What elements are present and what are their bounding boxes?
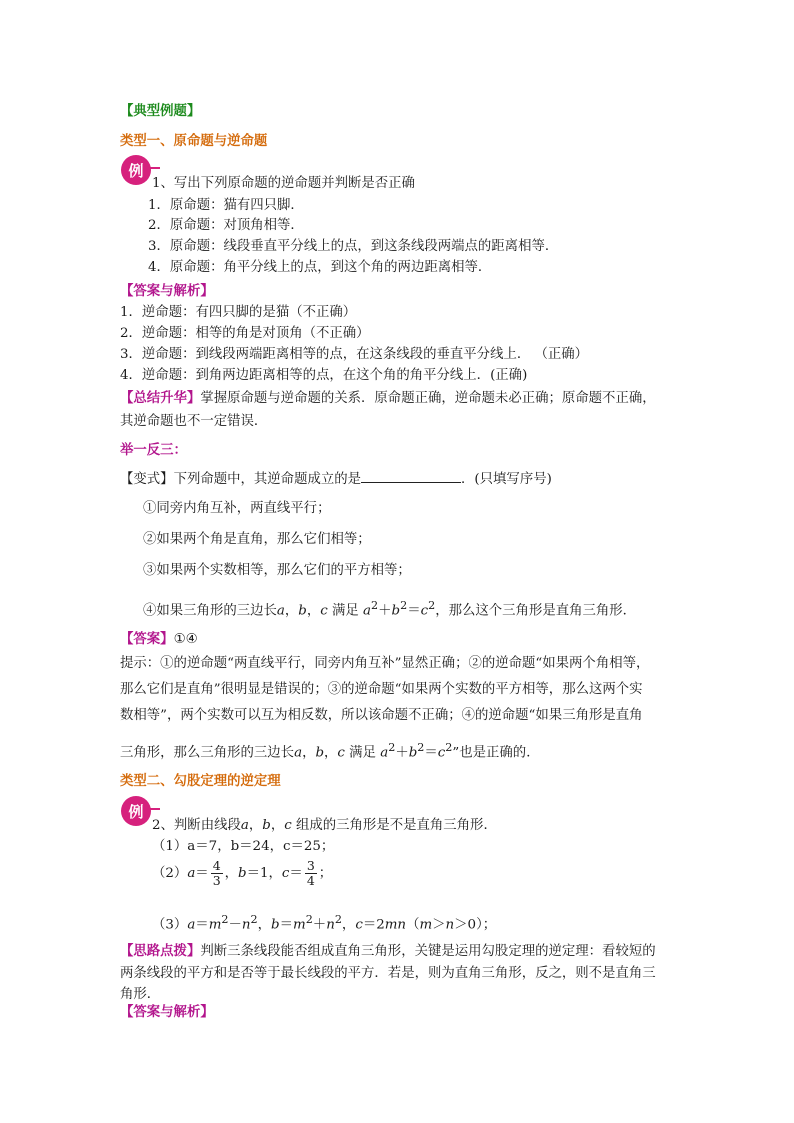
type2-item-3: $(3)a=m^2-n^2$，$b=m^2+n^2$，c＝2mn（m＞n＞0）； bbox=[152, 913, 497, 933]
option-3: ③如果两个实数相等，那么它们的平方相等； bbox=[143, 563, 411, 578]
type1-title: 类型一、原命题与逆命题 bbox=[120, 134, 268, 149]
type2-item-1: （1）a＝7，b＝24，c＝25； bbox=[152, 839, 335, 854]
practice-hint-2: 那么它们是直角”很明显是错误的；③的逆命题“如果两个实数的平方相等，那么这两个实 bbox=[120, 682, 643, 697]
type2-hint-line3: 角形． bbox=[120, 987, 161, 1002]
practice-hint-1: 提示：①的逆命题“两直线平行，同旁内角互补”显然正确；②的逆命题“如果两个角相等， bbox=[120, 656, 650, 671]
practice-hint-4: 三角形，那么三角形的三边长a，b，c 满足 $a^2+b^2=c^2$”也是正确的． bbox=[120, 741, 540, 761]
practice-hint-4-pre: 三角形，那么三角形的三边长 bbox=[120, 745, 295, 761]
type2-hint-line2: 两条线段的平方和是否等于最长线段的平方．若是，则为直角三角形，反之，则不是直角三 bbox=[120, 966, 656, 981]
fraction-3-4: $\frac{3}{4}$ bbox=[306, 858, 315, 888]
type1-item-4: 4．原命题：角平分线上的点，到这个角的两边距离相等． bbox=[148, 260, 492, 275]
type2-hint-text: 判断三条线段能否组成直角三角形，关键是运用勾股定理的逆定理：看较短的 bbox=[200, 944, 656, 959]
type1-summary-line2: 其逆命题也不一定错误． bbox=[120, 414, 268, 429]
fraction-4-3: $\frac{4}{3}$ bbox=[212, 858, 221, 888]
summary-text: 掌握原命题与逆命题的关系．原命题正确，逆命题未必正确；原命题不正确， bbox=[200, 391, 656, 406]
type1-question: 1、写出下列原命题的逆命题并判断是否正确 bbox=[152, 176, 415, 191]
type1-answer-1: 1．逆命题：有四只脚的是猫（不正确） bbox=[120, 305, 357, 320]
type2-hint-label: 【思路点拨】 bbox=[120, 944, 201, 959]
type1-answer-4: 4．逆命题：到角两边距离相等的点，在这个角的角平分线上．(正确) bbox=[120, 368, 528, 383]
practice-answer-value: ①④ bbox=[173, 632, 198, 647]
option-2: ②如果两个角是直角，那么它们相等； bbox=[143, 532, 371, 547]
variant-label: 【变式】 bbox=[120, 472, 174, 487]
practice-title: 举一反三： bbox=[120, 443, 187, 458]
practice-answer-label: 【答案】 bbox=[120, 632, 174, 647]
type1-answer-3: 3．逆命题：到线段两端距离相等的点，在这条线段的垂直平分线上． （正确） bbox=[120, 347, 589, 362]
example-badge-icon: 例 bbox=[121, 796, 151, 826]
variant-tail: ．(只填写序号) bbox=[461, 472, 552, 487]
type1-answer-heading: 【答案与解析】 bbox=[120, 284, 214, 299]
type2-question-pre: 2、判断由线段 bbox=[152, 818, 241, 833]
example-badge-icon: 例 bbox=[121, 155, 151, 185]
type1-item-1: 1．原命题：猫有四只脚． bbox=[148, 198, 304, 213]
option-4-post: ，那么这个三角形是直角三角形． bbox=[435, 603, 637, 619]
practice-hint-4-post: ”也是正确的． bbox=[452, 745, 540, 761]
type2-hint-line1 bbox=[120, 942, 656, 962]
option-1: ①同旁内角互补，两直线平行； bbox=[143, 501, 331, 516]
type1-item-2: 2．原命题：对顶角相等． bbox=[148, 218, 304, 233]
option-4-pre: ④如果三角形的三边长 bbox=[143, 603, 277, 619]
type2-title: 类型二、勾股定理的逆定理 bbox=[120, 774, 281, 789]
type2-item-3-label: （3） bbox=[152, 917, 188, 933]
practice-answer bbox=[120, 630, 198, 650]
type1-summary-line1 bbox=[120, 389, 656, 409]
practice-hint-3: 数相等”，两个实数可以互为相反数，所以该命题不正确；④的逆命题“如果三角形是直角 bbox=[120, 708, 643, 723]
variant-question bbox=[120, 470, 552, 490]
variant-text: 下列命题中，其逆命题成立的是 bbox=[173, 472, 362, 487]
type1-item-3: 3．原命题：线段垂直平分线上的点，到这条线段两端点的距离相等． bbox=[148, 239, 559, 254]
type2-question: 2、判断由线段a，b，c 组成的三角形是不是直角三角形． bbox=[152, 818, 497, 833]
answer-blank bbox=[361, 470, 461, 483]
type2-answer-heading: 【答案与解析】 bbox=[120, 1005, 214, 1020]
type1-answer-2: 2．逆命题：相等的角是对顶角（不正确） bbox=[120, 326, 370, 341]
type2-question-post: 组成的三角形是不是直角三角形． bbox=[295, 818, 497, 833]
type2-item-2-label: （2） bbox=[152, 866, 188, 881]
section-typical-heading: 【典型例题】 bbox=[120, 104, 201, 119]
summary-label: 【总结升华】 bbox=[120, 391, 201, 406]
option-4: ④如果三角形的三边长a，b，c 满足 $a^2+b^2=c^2$，那么这个三角形是直角三角形． bbox=[143, 599, 637, 619]
type2-item-2: （2）a＝ $\frac{4}{3}$ ，b＝1，c＝ $\frac{3}{4}$ ； bbox=[152, 858, 333, 888]
